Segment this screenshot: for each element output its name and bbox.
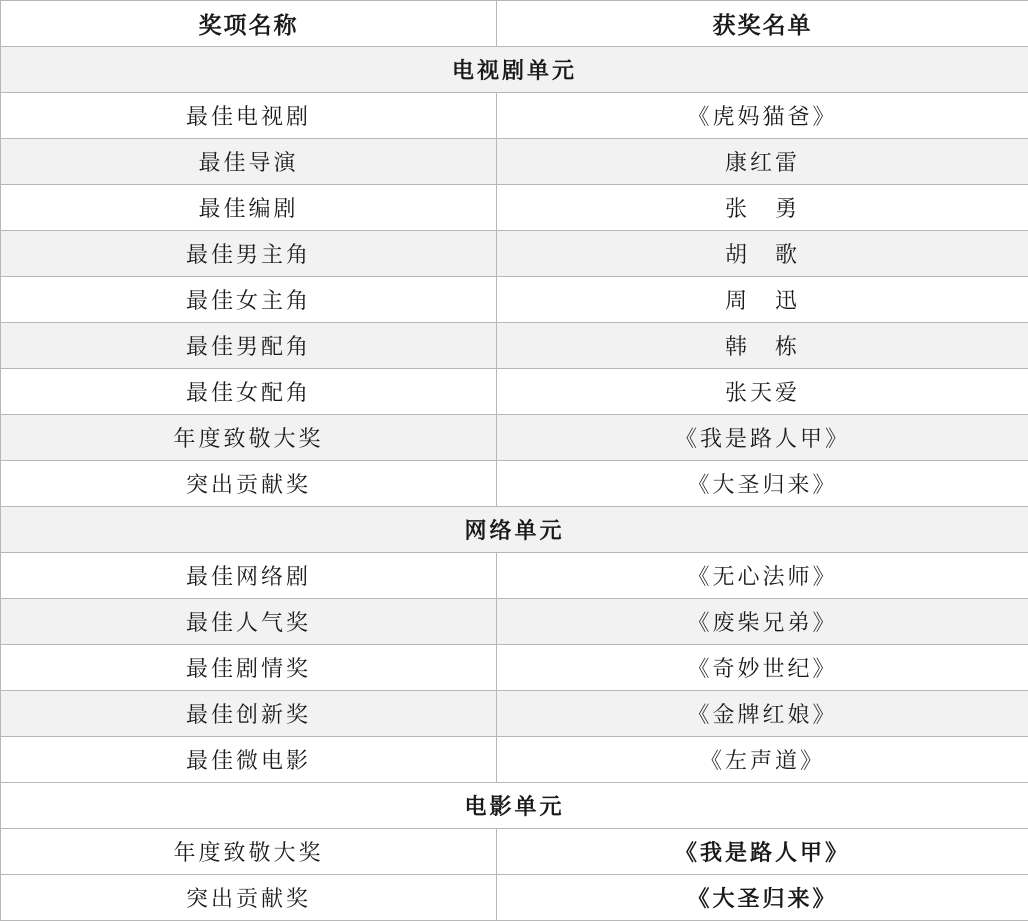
award-cell: 最佳女配角 [1,369,497,415]
award-cell: 最佳剧情奖 [1,645,497,691]
winner-cell: 周 迅 [497,277,1028,323]
winner-cell: 胡 歌 [497,231,1028,277]
winner-cell: 韩 栋 [497,323,1028,369]
award-cell: 最佳网络剧 [1,553,497,599]
section-title-tv: 电视剧单元 [1,47,1028,93]
header-row [1,1,1028,47]
winner-cell: 《废柴兄弟》 [497,599,1028,645]
award-cell: 年度致敬大奖 [1,829,497,875]
winner-cell: 康红雷 [497,139,1028,185]
winner-cell: 《左声道》 [497,737,1028,783]
winner-cell: 《虎妈猫爸》 [497,93,1028,139]
winner-cell: 《我是路人甲》 [497,829,1028,875]
section-row-web [1,507,1028,553]
award-cell: 最佳女主角 [1,277,497,323]
table-row [1,461,1028,507]
award-cell: 突出贡献奖 [1,875,497,921]
table-row [1,369,1028,415]
table-row [1,139,1028,185]
section-title-web: 网络单元 [1,507,1028,553]
award-cell: 最佳男配角 [1,323,497,369]
header-winner-list: 获奖名单 [497,1,1028,47]
table-row [1,691,1028,737]
award-cell: 最佳电视剧 [1,93,497,139]
table-row [1,277,1028,323]
table-row [1,185,1028,231]
table-row [1,875,1028,921]
section-row-tv [1,47,1028,93]
table-row [1,829,1028,875]
table-row [1,415,1028,461]
section-title-film: 电影单元 [1,783,1028,829]
award-cell: 年度致敬大奖 [1,415,497,461]
award-cell: 最佳创新奖 [1,691,497,737]
winner-cell: 张 勇 [497,185,1028,231]
award-cell: 最佳微电影 [1,737,497,783]
table-row [1,599,1028,645]
award-cell: 最佳编剧 [1,185,497,231]
award-cell: 最佳男主角 [1,231,497,277]
winner-cell: 《我是路人甲》 [497,415,1028,461]
table-row [1,645,1028,691]
award-cell: 最佳人气奖 [1,599,497,645]
table-row [1,553,1028,599]
table-row [1,323,1028,369]
winner-cell: 《大圣归来》 [497,875,1028,921]
winner-cell: 《无心法师》 [497,553,1028,599]
award-cell: 最佳导演 [1,139,497,185]
winner-cell: 《奇妙世纪》 [497,645,1028,691]
table-row [1,231,1028,277]
table-row [1,93,1028,139]
award-cell: 突出贡献奖 [1,461,497,507]
section-row-film [1,783,1028,829]
winner-cell: 《金牌红娘》 [497,691,1028,737]
table-row [1,737,1028,783]
winner-cell: 张天爱 [497,369,1028,415]
header-award-name: 奖项名称 [1,1,497,47]
winner-cell: 《大圣归来》 [497,461,1028,507]
